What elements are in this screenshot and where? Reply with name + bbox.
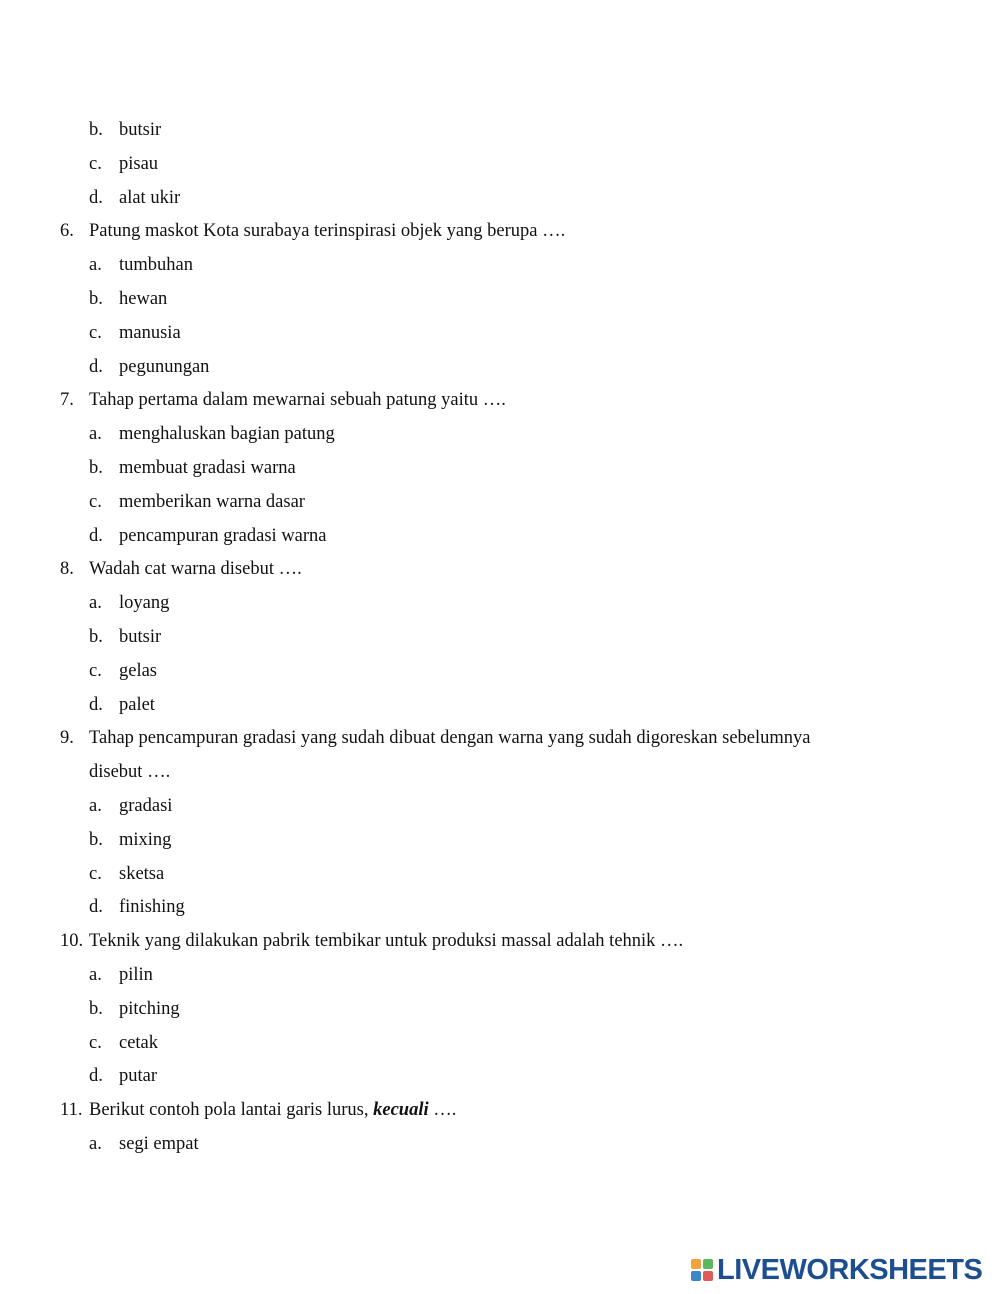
option-letter: b. [89,289,103,309]
brand-wordmark: LIVEWORKSHEETS [717,1254,983,1286]
option-letter: c. [89,660,102,681]
option-letter: d. [89,356,103,377]
answer-option [89,626,161,648]
question [60,1099,456,1121]
answer-option [89,525,327,547]
logo-square-3 [691,1271,701,1281]
option-text: menghaluskan bagian patung [119,424,335,445]
option-letter: b. [89,998,103,1019]
option-text: pisau [119,153,159,174]
option-text: hewan [119,289,168,309]
brand-footer[interactable] [691,1256,982,1284]
option-text: gelas [119,660,158,681]
option-letter: a. [89,965,102,985]
answer-option [89,694,155,716]
answer-option [89,896,185,918]
option-text: pegunungan [119,356,210,377]
answer-option [89,1032,158,1054]
option-text: mixing [119,829,172,850]
question-text: Berikut contoh pola lantai garis lurus, [89,1100,374,1121]
option-letter: b. [89,458,103,478]
question-number: 6. [60,221,74,242]
option-text: gradasi [119,796,173,816]
answer-option [89,288,167,310]
question-text: disebut …. [89,762,171,783]
question-text: Tahap pertama dalam mewarnai sebuah patung yaitu …. [89,390,506,411]
answer-option [89,998,180,1020]
answer-option [89,457,296,479]
option-text: cetak [119,1032,159,1053]
answer-option [89,322,181,344]
option-text: sketsa [119,863,165,884]
question-text: Wadah cat warna disebut …. [89,559,302,580]
option-text: finishing [119,897,185,918]
logo-square-2 [703,1259,713,1269]
answer-option [89,829,171,851]
option-letter: c. [89,491,102,512]
question [60,930,683,952]
option-letter: c. [89,153,102,174]
answer-option [89,187,180,209]
answer-option [89,119,161,141]
option-text: palet [119,694,155,715]
question-continuation [89,761,170,783]
option-letter: c. [89,863,102,884]
question-number: 8. [60,559,74,580]
option-text: tumbuhan [119,255,193,276]
answer-option [89,356,209,378]
option-letter: b. [89,120,103,140]
answer-option [89,1133,199,1155]
question-suffix: …. [428,1100,457,1121]
option-text: alat ukir [119,187,181,208]
question-number: 9. [60,728,74,749]
option-letter: d. [89,525,103,546]
option-letter: c. [89,322,102,343]
question [60,727,811,749]
answer-option [89,592,169,614]
answer-option [89,423,335,445]
question-number: 10. [60,931,84,952]
option-letter: a. [89,796,102,816]
answer-option [89,491,305,513]
answer-option [89,795,172,817]
answer-option [89,964,153,986]
option-letter: d. [89,1066,103,1087]
option-text: pitching [119,998,180,1019]
option-letter: a. [89,593,102,614]
question-number: 7. [60,390,74,411]
option-letter: a. [89,255,102,276]
logo-square-4 [703,1271,713,1281]
question [60,558,302,580]
option-text: butsir [119,120,162,140]
question-text: Teknik yang dilakukan pabrik tembikar untuk produksi massal adalah tehnik …. [89,931,684,952]
question [60,389,506,411]
question [60,220,565,242]
option-text: manusia [119,322,181,343]
option-text: pilin [119,965,153,985]
question-text: Tahap pencampuran gradasi yang sudah dibuat dengan warna yang sudah digoreskan sebelumnya [89,728,811,749]
option-letter: a. [89,1134,102,1154]
logo-square-1 [691,1259,701,1269]
option-text: memberikan warna dasar [119,491,305,512]
option-letter: b. [89,829,103,850]
answer-option [89,1065,157,1087]
answer-option [89,254,193,276]
question-emphasis: kecuali [373,1100,429,1121]
option-letter: d. [89,897,103,918]
option-letter: a. [89,424,102,445]
answer-option [89,153,158,175]
question-text: Patung maskot Kota surabaya terinspirasi objek yang berupa …. [89,221,566,242]
option-text: loyang [119,593,170,614]
option-text: putar [119,1066,158,1087]
question-number: 11. [60,1100,83,1121]
option-letter: c. [89,1032,102,1053]
option-letter: d. [89,187,103,208]
option-text: butsir [119,627,162,647]
liveworksheets-logo-icon [691,1259,713,1281]
option-text: segi empat [119,1134,199,1154]
option-text: pencampuran gradasi warna [119,525,327,546]
option-letter: b. [89,627,103,647]
option-letter: d. [89,694,103,715]
answer-option [89,863,164,885]
option-text: membuat gradasi warna [119,458,296,478]
answer-option [89,660,157,682]
